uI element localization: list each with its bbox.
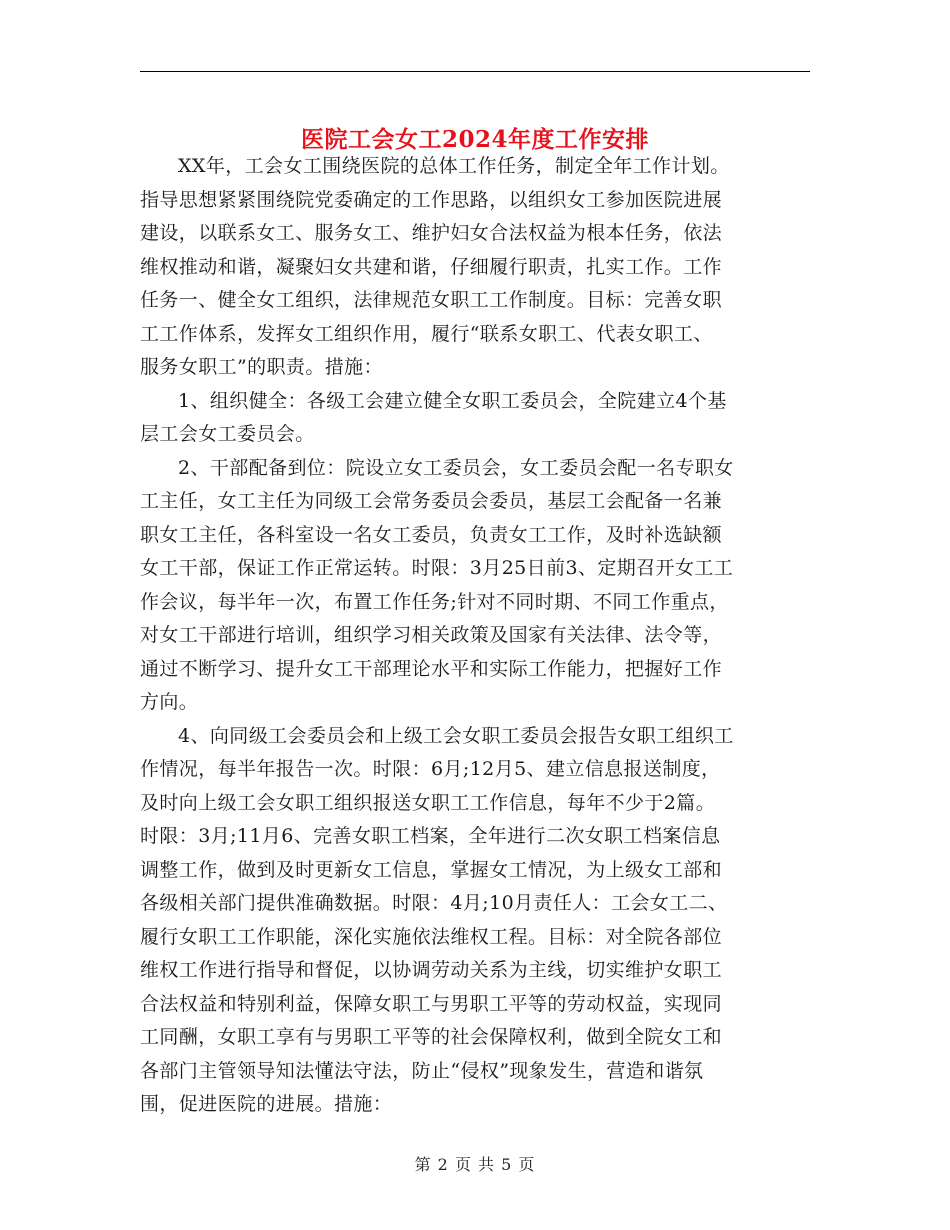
- page-number-footer: 第 2 页 共 5 页: [414, 1155, 536, 1174]
- body-paragraph-intro: XX年，工会女工围绕医院的总体工作任务，制定全年工作计划。 指导思想紧紧围绕院党委确定的工作思路，以组织女工参加医院进展 建设，以联系女工、服务女工、维护妇女合法权益为根本任务，依法 维权推动和谐，凝聚妇女共建和谐，仔细履行职责，扎实工作。工作 任务一、健全女工组织，法律规范女职工工作制度。目标：完善女职 工工作体系，发挥女工组织作用，履行“联系女职工、代表女职工、 服务女职工”的职责。措施：: [140, 155, 730, 378]
- body-paragraph-item-1: 1、组织健全：各级工会建立健全女职工委员会，全院建立4个基 层工会女工委员会。: [140, 389, 727, 445]
- document-body: [140, 150, 820, 1122]
- body-paragraph-item-4: 4、向同级工会委员会和上级工会女职工委员会报告女职工组织工 作情况，每半年报告一次。时限：6月;12月5、建立信息报送制度， 及时向上级工会女职工组织报送女职工工作信息，每年不少于2篇。 时限：3月;11月6、完善女职工档案，全年进行二次女职工档案信息 调整工作，做到及时更新女工信息，掌握女工情况，为上级女工部和 各级相关部门提供准确数据。时限：4月;10月责任人：工会女工二、 履行女职工工作职能，深化实施依法维权工程。目标：对全院各部位 维权工作进行指导和督促，以协调劳动关系为主线，切实维护女职工 合法权益和特别利益，保障女职工与男职工平等的劳动权益，实现同 工同酬，女职工享有与男职工平等的社会保障权利，做到全院女工和 各部门主管领导知法懂法守法，防止“侵权”现象发生，营造和谐氛 围，促进医院的进展。措施：: [140, 724, 734, 1115]
- header-rule: [140, 71, 810, 72]
- document-title: 医院工会女工2024年度工作安排: [300, 126, 649, 154]
- body-paragraph-item-2: 2、干部配备到位：院设立女工委员会，女工委员会配一名专职女 工主任，女工主任为同级工会常务委员会委员，基层工会配备一名兼 职女工主任，各科室设一名女工委员，负责女工工作，及时补选缺额 女工干部，保证工作正常运转。时限：3月25日前3、定期召开女工工 作会议，每半年一次，布置工作任务;针对不同时期、不同工作重点， 对女工干部进行培训，组织学习相关政策及国家有关法律、法令等， 通过不断学习、提升女工干部理论水平和实际工作能力，把握好工作 方向。: [140, 456, 734, 713]
